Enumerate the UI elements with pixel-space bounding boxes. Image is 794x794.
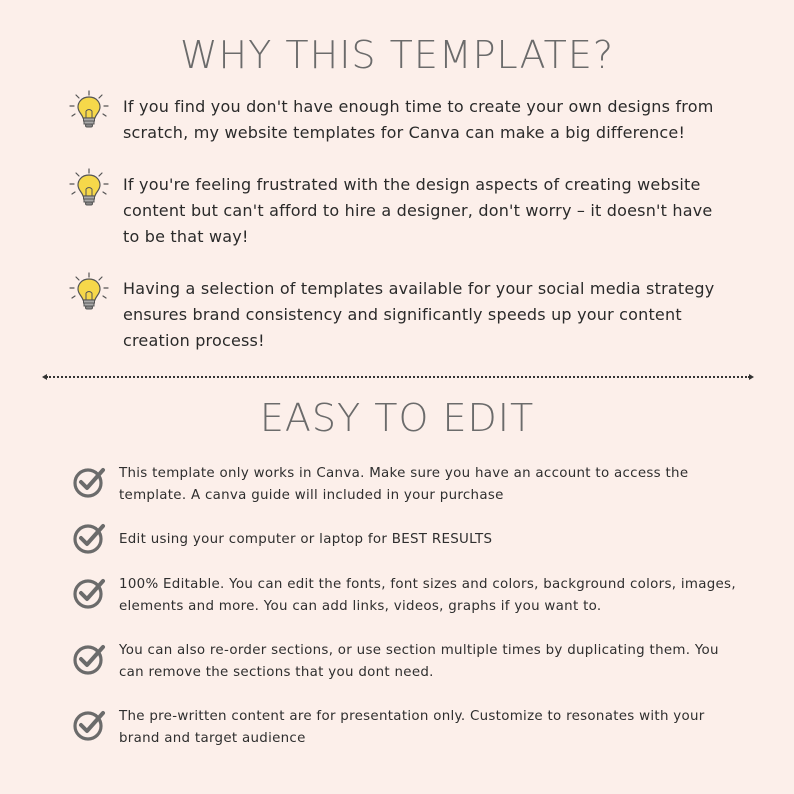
dotted-divider — [46, 376, 750, 380]
text-line: to be that way! — [123, 227, 249, 246]
checkmark-circle-icon — [72, 576, 106, 610]
text-line: Having a selection of templates available for your social media strategy — [123, 279, 715, 298]
text-line: template. A canva guide will included in your purchase — [119, 488, 504, 503]
why-section-title: WHY THIS TEMPLATE? — [179, 33, 615, 77]
text-line: elements and more. You can add links, videos, graphs if you want to. — [119, 599, 602, 614]
text-line: creation process! — [123, 331, 265, 350]
checkmark-circle-icon — [72, 465, 106, 499]
lightbulb-icon — [68, 90, 110, 132]
text-line: If you find you don't have enough time to create your own designs from — [123, 97, 714, 116]
checkmark-circle-icon — [72, 521, 106, 555]
why-item-text — [123, 172, 763, 250]
lightbulb-icon — [68, 272, 110, 314]
easy-item-text — [119, 706, 764, 750]
lightbulb-icon — [68, 168, 110, 210]
easy-section-title: EASY TO EDIT — [259, 396, 535, 440]
text-line: You can also re-order sections, or use section multiple times by duplicating them. You — [119, 643, 719, 658]
text-line: 100% Editable. You can edit the fonts, font sizes and colors, background colors, images, — [119, 577, 736, 592]
text-line: ensures brand consistency and significantly speeds up your content — [123, 305, 682, 324]
checkmark-circle-icon — [72, 642, 106, 676]
why-item-text — [123, 94, 763, 146]
easy-item-text — [119, 574, 764, 618]
text-line: If you're feeling frustrated with the design aspects of creating website — [123, 175, 701, 194]
text-line: Edit using your computer or laptop for BEST RESULTS — [119, 532, 493, 547]
easy-item-text — [119, 463, 764, 507]
text-line: The pre-written content are for presentation only. Customize to resonates with your — [119, 709, 705, 724]
text-line: can remove the sections that you dont need. — [119, 665, 434, 680]
why-item-text — [123, 276, 763, 354]
text-line: brand and target audience — [119, 731, 306, 746]
easy-item-text — [119, 640, 764, 684]
text-line: scratch, my website templates for Canva can make a big difference! — [123, 123, 686, 142]
text-line: This template only works in Canva. Make sure you have an account to access the — [119, 466, 689, 481]
text-line: content but can't afford to hire a designer, don't worry – it doesn't have — [123, 201, 713, 220]
easy-item-text — [119, 529, 764, 551]
checkmark-circle-icon — [72, 708, 106, 742]
